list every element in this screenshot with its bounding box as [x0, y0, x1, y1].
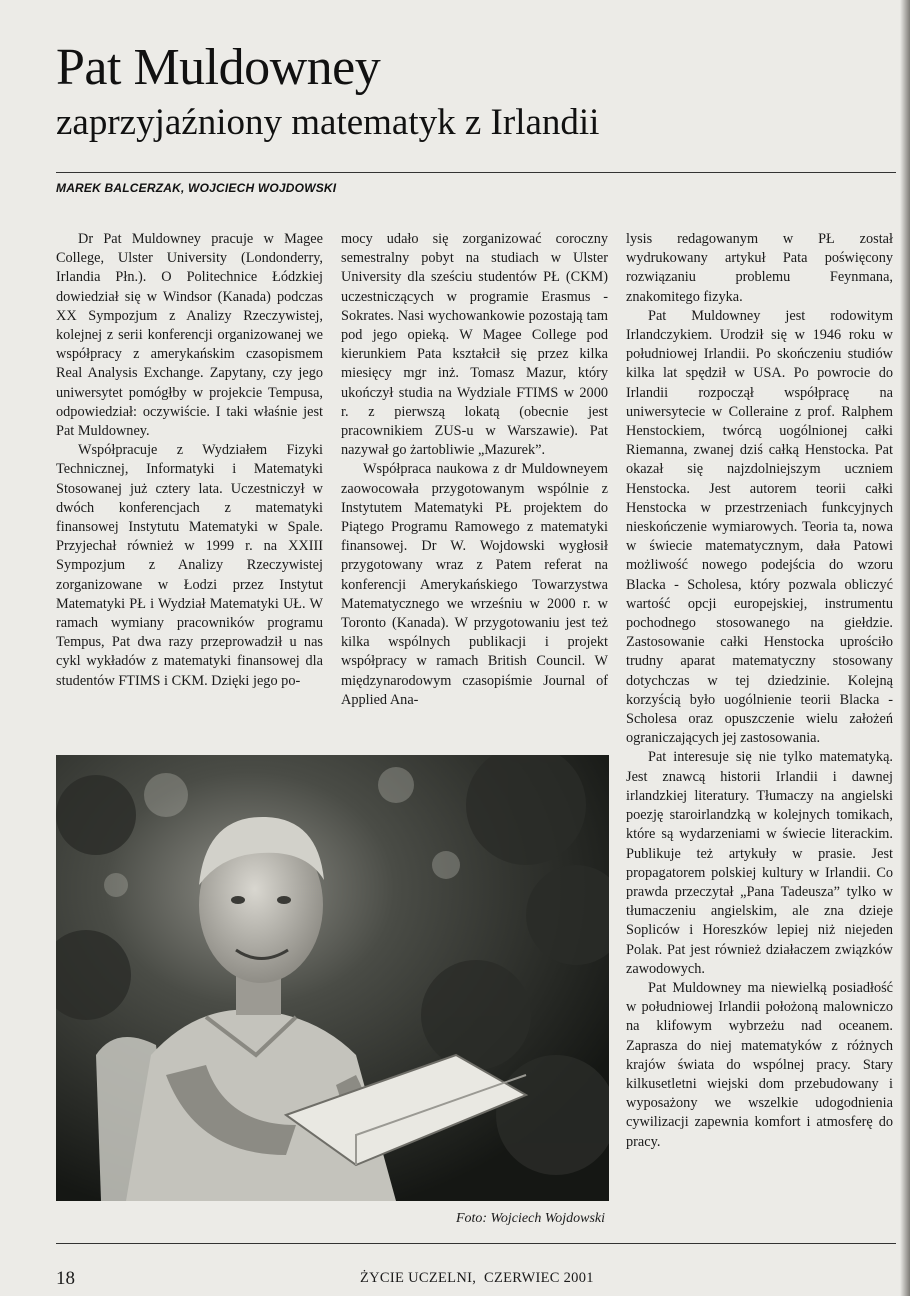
footer-rule: [56, 1243, 896, 1244]
article-authors: MAREK BALCERZAK, WOJCIECH WOJDOWSKI: [56, 181, 337, 195]
text-part: mocy udało się zorganizować coroczny semestralny pobyt na studiach w Ulster University dla sześciu studentów PŁ (CKM) uczestniczących w programie Erasmus - Sokrates. Nasi wychowankowie pozostają tam pod jego opieką. W Magee College pod kierunkiem Pata kształcił się przez kilka miesięcy mgr inż. Tomasz Mazur, który ukończył studia na Wydziale FTIMS w 2000 r. z pierwszą lokatą (obecnie jest pracownikiem ZUS-u w Warszawie). Pat nazywał go żartobliwie „Mazurek”.: [341, 231, 608, 459]
portrait-illustration: [56, 755, 609, 1201]
article-title: Pat Muldowney: [56, 39, 381, 96]
column-middle: [341, 230, 608, 710]
paragraph: [626, 979, 893, 1152]
paragraph: [626, 307, 893, 749]
paragraph: [626, 748, 893, 978]
portrait-photo: [56, 755, 609, 1201]
text-part: Współpraca naukowa z dr Muldowneyem zaowocowała przygotowanym wspólnie z Instytutem Matematyki PŁ projektem do Piątego Programu Ramowego z matematyki finansowej. Dr W. Wojdowski wygłosił przygotowany wraz z Patem referat na konferencji Amerykańskiego Towarzystwa Matematycznego we wrześniu w 2000 r. w Toronto (Kanada). W przygotowaniu jest też kilka wspólnych publikacji i projekt współpracy w ramach British Council. W międzynarodowym czasopiśmie Journal of Applied Ana-: [341, 461, 608, 708]
column-right: [626, 230, 893, 1152]
header-rule: [56, 172, 896, 173]
text-part: Pat Muldowney jest rodowitym Irlandczykiem. Urodził się w 1946 roku w południowej Irlandii. Po skończeniu studiów kilka lat spędził w USA. Po powrocie do Irlandii rozpoczął współpracę na uniwersytecie w Colleraine z prof. Ralphem Henstockiem, twórcą uogólnionej całki Riemanna, zwanej dziś całką Henstocka. Pat okazał się najzdolniejszym uczniem Henstocka. Jest autorem teorii całki Henstocka w przestrzeniach funkcyjnych nieskończenie wymiarowych. Teoria ta, nowa w świecie matematycznym, dała Patowi możliwość nowego podejścia do wzoru Blacka - Scholesa, który pozwala obliczyć wartość opcji europejskiej, instrumentu pochodnego stosowanego na giełdzie. Zastosowanie całki Henstocka uprościło trudny aparat matematyczny stosowany dotychczas w tej dziedzinie. Kolejną korzyścią było uogólnienie teorii Blacka - Scholesa oraz opuszczenie wielu założeń ograniczających jej zastosowania.: [626, 307, 893, 747]
photo-caption: Foto: Wojciech Wojdowski: [455, 1211, 605, 1226]
text-part: lysis redagowanym w PŁ został wydrukowany artykuł Pata poświęcony rozwiązaniu problemu Feynmana, znakomitego fizyka.: [626, 231, 893, 305]
paragraph: [626, 230, 893, 307]
paragraph: [56, 230, 323, 441]
column-left: [56, 230, 323, 691]
article-subtitle: zaprzyjaźniony matematyk z Irlandii: [56, 102, 600, 143]
text-part: Pat interesuje się nie tylko matematyką. Jest znawcą historii Irlandii i dawnej irlandzkiej literatury. Tłumaczy na angielski poezję staroirlandzką w kolejnych tomikach, które są wydarzeniami w świecie literackim. Publikuje też artykuły w prasie. Jest propagatorem polskiej kultury w Irlandii. Co prawda przeczytał „Pana Tadeusza” tylko w tłumaczeniu angielskim, ale zna dzieje Sopliców i Horeszków lepiej niż niejeden Polak. Pat jest również działaczem związków zawodowych.: [626, 749, 893, 977]
page-edge-shadow: [900, 0, 910, 1296]
page-number: 18: [56, 1268, 75, 1289]
text-part: Współpracuje z Wydziałem Fizyki Technicznej, Informatyki i Matematyki Stosowanej już cztery lata. Uczestniczył w dwóch konferencjach z matematyki finansowej Instytutu Matematyki w Spale. Przyjechał również w 1999 r. na XXIII Sympozjum z Analizy Rzeczywistej zorganizowane w Łodzi przez Instytut Matematyki PŁ i Wydział Matematyki UŁ. W ramach wymiany pracowników programu Tempus, Pat dwa razy przeprowadził u nas cykl wykładów z matematyki finansowej dla studentów FTIMS i CKM. Dzięki jego po-: [56, 442, 323, 689]
text-part: Dr Pat Muldowney pracuje w Magee College, Ulster University (Londonderry, Irlandia Płn.). O Politechnice Łódzkiej dowiedział się w Windsor (Kanada) podczas XX Sympozjum z Analizy Rzeczywistej, kolejnej z serii konferencji organizowanej we współpracy z amerykańskim czasopismem Real Analysis Exchange. Zapytany, czy jego uniwersytet pomógłby w projekcie Tempusa, odpowiedział: oczywiście. I taki właśnie jest Pat Muldowney.: [56, 231, 323, 440]
paragraph: [341, 230, 608, 460]
text-part: Pat Muldowney ma niewielką posiadłość w południowej Irlandii położoną malowniczo na klifowym wybrzeżu nad oceanem. Zaprasza do niej matematyków z różnych krajów świata do wspólnej pracy. Stary kilkusetletni wiejski dom przebudowany i wyposażony we wszelkie udogodnienia cywilizacji zapewnia komfort i atmosferę do pracy.: [626, 979, 893, 1150]
publication-footer: ŻYCIE UCZELNI, CZERWIEC 2001: [360, 1270, 594, 1286]
paragraph: [341, 460, 608, 710]
paragraph: [56, 441, 323, 691]
